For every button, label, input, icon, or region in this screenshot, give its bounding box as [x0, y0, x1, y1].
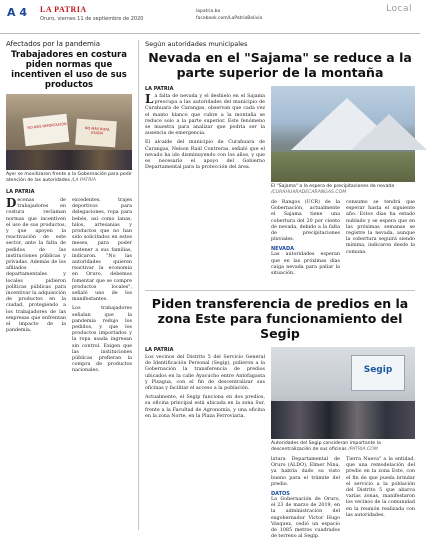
caption-credit: /PATRIA.COM: [348, 447, 378, 452]
sajama-subcol2: consumo se tendrá que esperar hasta el siguiente año. Estos días ha estado nublado y se espera que en las próximas semanas se registre la nevada, aunque la cobertura seguirá siendo mínima, indicaron desde la comuna.: [346, 200, 415, 255]
segip-subcol1b: La Gobernación de Oruro, el 23 de marzo de 2019, en la administración del exgobernador Víctor Hugo Vásquez, cedió un espacio de 1085 metros cuadrados de terreno al Segip.: [271, 497, 340, 540]
caption-text: Ayer se movilizaron frente a la Gobernación para pedir atención de las autoridades: [6, 172, 132, 183]
sajama-subcol1: de Rangos (UCR) de la Gobernación, actualmente el Sajama tiene una cobertura del 20 por ciento de nevada, debido a la falta de precipitaciones pluviales.: [271, 200, 340, 243]
caption-text: El "Sajama" a la espera de precipitaciones de nevada: [271, 184, 395, 189]
sajama-subcol1b: Las autoridades esperan que en las próximas días caiga nevada para paliar la situación.: [271, 252, 340, 277]
newspaper-brand: LA PATRIA: [40, 5, 87, 14]
left-kicker: Afectados por la pandemia: [6, 40, 101, 48]
left-body-col1: Decenas de trabajadores en costura reclaman normas que incentiven el uso de sus productos, y que apoyen la reactivación de este sector, ante la falta de pedidos de las instituciones públicas y privadas. Además de los afiliados departamentales y locales pidieron políticas públicas para incentivar la adquisición de productos en la ciudad, protegiendo a los trabajadores de las empresas que enfrentan el impacto de la pandemia.: [6, 196, 66, 334]
sajama-photo: [271, 86, 415, 182]
right-kicker: Según autoridades municipales: [145, 40, 248, 48]
segip-subcol2: Tierra Nueva" a la entidad, que una remodelación del predio en la zona Este, con el fin de que pueda brindar el servicio a la población del Distrito 5 que abarca varias zonas, manifestaron los vecinos de la comunidad en la reunión realizada con las autoridades.: [346, 457, 415, 518]
meeting-attendees: [271, 401, 415, 439]
left-body-col2: excedentes, trajes deportivos para delegaciones, ropa para bebés, así como lanas, hilos, artesanías y productos que no han sido solicitados en estos meses, para poder sostener a sus familias, indicaron. "No las autoridades quieren reactivar la economía en Oruro, debemos fomentar que se compre productos locales", señaló uno de los manifestantes.: [72, 198, 132, 303]
right-body: La falta de nevada y el deshielo en el Sajama preocupa a las autoridades del municipio de Curahuara de Carangas, observan que cada vez el manto blanco que cubre a la montaña se reduce solo a la parte superior. Este fenómeno se muestra para analizar que podría ser la ausencia de emergencia.: [145, 92, 265, 137]
right-byline: LA PATRIA: [145, 86, 174, 92]
protest-photo: [6, 94, 132, 170]
segip-body-2: Actualmente, el Segip funciona en dos predios, su oficina principal está ubicada en la zona Sur, frente a la Facultad de Agronomía, y una oficina en la zona Norte, en la Plaza Ferroviaria.: [145, 395, 265, 419]
segip-caption: [271, 441, 415, 453]
segip-body: Los vecinos del Distrito 5 del Servicio General de Identificación Personal (Segip), pidieron a la Gobernación la transferencia de predios ubicados en la calle Ayacucho entre Antofagasta y Pisagua, con el fin de descentralizar sus oficinas y facilitar el acceso a la población.: [145, 355, 265, 392]
left-body: [6, 198, 132, 375]
right-story-sajama: [145, 40, 415, 277]
sajama-caption: [271, 184, 415, 196]
right-story-segip: [145, 296, 415, 540]
section-label: Local: [386, 4, 412, 14]
column-divider: [138, 40, 139, 530]
segip-headline: Piden transferencia de predios en la zona Este para funcionamiento del Segip: [151, 296, 409, 341]
sajama-subhead: NEVADA: [271, 246, 295, 253]
facebook-link[interactable]: facebook.com/LaPatriaBolivia: [196, 16, 263, 21]
social-links: [196, 8, 262, 22]
protest-sign-text: NO MÁS IMPORTACIÓN: [27, 121, 67, 131]
left-story: [6, 40, 132, 375]
right-headline: Nevada en el "Sajama" se reduce a la parte superior de la montaña: [148, 50, 412, 80]
left-photo-caption: [6, 172, 132, 184]
crowd: [6, 150, 132, 170]
protest-sign: [23, 114, 70, 146]
right-body-2: El alcalde del municipio de Curahuara de Carangas, Nelson Raúl Contreras, señaló que el nevado ha ido disminuyendo con los años, y que es necesario el apoyo del Gobierno Departamental para la protección del área.: [145, 140, 265, 171]
left-byline: LA PATRIA: [6, 189, 35, 195]
mountain-peak: [351, 114, 427, 150]
ground: [271, 152, 415, 182]
dateline: Oruro, viernes 11 de septiembre de 2020: [40, 16, 144, 22]
left-body-col2b: Los trabajadores señalan que la pandemia redujo los pedidos, y que los productos importados y la ropa usada ingresan sin control. Exigen que las instituciones públicas prefieran la compra de productos nacionales.: [72, 306, 132, 374]
protest-sign-text: NO MÁS ROPA USADA: [84, 126, 110, 136]
website-link[interactable]: lapatria.bo: [196, 9, 221, 14]
segip-byline: LA PATRIA: [145, 347, 174, 353]
segip-subcol1: latura Departamental de Oruro (ALDO), Elmer Nina, ya habría dado su visto bueno para el trámite del predio.: [271, 457, 340, 487]
segip-logo: Segip: [363, 365, 393, 375]
caption-credit: /LA PATRIA: [71, 178, 96, 183]
caption-text: Autoridades del Segip consideran importante la descentralización de sus oficinas: [271, 441, 381, 452]
page-header: [0, 0, 420, 34]
caption-credit: /CURAHUARADECARANGAS.COM: [271, 190, 347, 195]
segip-meeting-photo: [271, 347, 415, 439]
segip-subhead: DATOS: [271, 491, 290, 498]
story-divider: [145, 290, 415, 291]
page-number: A 4: [7, 6, 27, 19]
left-headline: Trabajadores en costura piden normas que incentiven el uso de sus productos: [11, 50, 127, 90]
